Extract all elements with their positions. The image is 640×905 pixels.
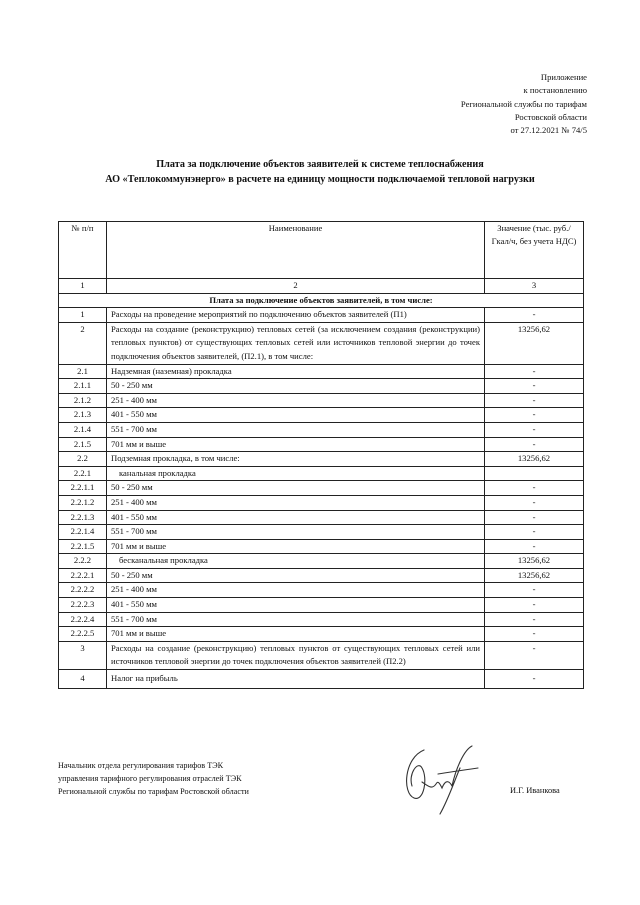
signature-image — [394, 738, 489, 818]
col-number: 3 — [485, 279, 584, 294]
row-number: 2.1 — [59, 364, 107, 379]
title-line-1: Плата за подключение объектов заявителей к системе теплоснабжения — [156, 159, 484, 170]
row-name: 401 - 550 мм — [107, 510, 485, 525]
row-name: 701 мм и выше — [107, 539, 485, 554]
table-row — [59, 510, 584, 525]
row-value: - — [485, 525, 584, 540]
table-row — [59, 554, 584, 569]
row-value: 13256,62 — [485, 452, 584, 467]
row-number: 2.2.1 — [59, 466, 107, 481]
row-value: - — [485, 627, 584, 642]
row-value: - — [485, 510, 584, 525]
row-name: бесканальная прокладка — [107, 554, 485, 569]
row-name: 401 - 550 мм — [107, 598, 485, 613]
section-title: Плата за подключение объектов заявителей, в том числе: — [59, 293, 584, 308]
row-name: Расходы на проведение мероприятий по подключению объектов заявителей (П1) — [107, 308, 485, 323]
header-num: № п/п — [59, 222, 107, 279]
row-number: 2.1.2 — [59, 393, 107, 408]
row-name: 401 - 550 мм — [107, 408, 485, 423]
row-value: - — [485, 583, 584, 598]
row-number: 2.2.2 — [59, 554, 107, 569]
row-number: 2.2.2.2 — [59, 583, 107, 598]
position-line: Региональной службы по тарифам Ростовской области — [58, 786, 249, 796]
row-number: 2.1.1 — [59, 379, 107, 394]
appendix-line: Региональной службы по тарифам — [460, 98, 587, 109]
row-name: Расходы на создание (реконструкцию) тепловых сетей (за исключением создания (реконструкции) тепловых пунктов) от существующих тепловых сетей или источников тепловой энергии до точек подключения объектов заявителей, (П2.1), в том числе: — [107, 322, 485, 364]
row-value: - — [485, 437, 584, 452]
col-number: 1 — [59, 279, 107, 294]
row-number: 2.2.1.5 — [59, 539, 107, 554]
row-number: 2.1.4 — [59, 422, 107, 437]
table-row — [59, 379, 584, 394]
row-number: 2.1.5 — [59, 437, 107, 452]
row-name: Расходы на создание (реконструкцию) тепловых пунктов от существующих тепловых сетей или источников тепловой энергии до точек подключения объектов заявителей (П2.2) — [107, 641, 485, 669]
table-row — [59, 670, 584, 689]
row-number: 3 — [59, 641, 107, 669]
row-number: 2.2.1.3 — [59, 510, 107, 525]
row-name: 251 - 400 мм — [107, 393, 485, 408]
row-number: 2.2.2.1 — [59, 568, 107, 583]
table-row — [59, 583, 584, 598]
tariff-table — [58, 221, 584, 689]
row-number: 2.2.2.5 — [59, 627, 107, 642]
position-line: управления тарифного регулирования отраслей ТЭК — [58, 773, 242, 783]
row-value: 13256,62 — [485, 568, 584, 583]
row-value: - — [485, 539, 584, 554]
column-numbers-row — [59, 279, 584, 294]
row-value: - — [485, 612, 584, 627]
table-row — [59, 308, 584, 323]
row-name: 50 - 250 мм — [107, 379, 485, 394]
row-name: 251 - 400 мм — [107, 583, 485, 598]
appendix-block — [461, 71, 587, 137]
table-row — [59, 525, 584, 540]
row-value: - — [485, 393, 584, 408]
row-number: 2.2.1.1 — [59, 481, 107, 496]
appendix-line: от 27.12.2021 № 74/5 — [510, 125, 587, 136]
table-row — [59, 422, 584, 437]
row-name: Надземная (наземная) прокладка — [107, 364, 485, 379]
table-row — [59, 627, 584, 642]
signatory-name: И.Г. Иванкова — [510, 786, 560, 795]
section-row — [59, 293, 584, 308]
table-row — [59, 481, 584, 496]
row-value: - — [485, 308, 584, 323]
row-number: 2.2.2.4 — [59, 612, 107, 627]
row-value: - — [485, 422, 584, 437]
row-name: канальная прокладка — [107, 466, 485, 481]
table-row — [59, 495, 584, 510]
table-row — [59, 322, 584, 364]
header-name: Наименование — [107, 222, 485, 279]
row-name: 251 - 400 мм — [107, 495, 485, 510]
row-value: - — [485, 598, 584, 613]
row-number: 2.2.2.3 — [59, 598, 107, 613]
row-value: - — [485, 481, 584, 496]
row-name: 50 - 250 мм — [107, 568, 485, 583]
row-name: 551 - 700 мм — [107, 525, 485, 540]
table-row — [59, 408, 584, 423]
row-value: - — [485, 408, 584, 423]
row-number: 2.2.1.2 — [59, 495, 107, 510]
table-row — [59, 452, 584, 467]
row-value: 13256,62 — [485, 322, 584, 364]
row-number: 4 — [59, 670, 107, 689]
row-number: 2.2 — [59, 452, 107, 467]
row-name: 50 - 250 мм — [107, 481, 485, 496]
row-value: - — [485, 364, 584, 379]
row-number: 2 — [59, 322, 107, 364]
row-number: 2.1.3 — [59, 408, 107, 423]
appendix-line: Приложение — [540, 72, 587, 82]
table-row — [59, 568, 584, 583]
row-value: - — [485, 495, 584, 510]
header-row — [59, 222, 584, 279]
row-number: 1 — [59, 308, 107, 323]
title-line-2: АО «Теплокоммунэнерго» в расчете на единицу мощности подключаемой тепловой нагрузки — [105, 174, 535, 185]
table-row — [59, 437, 584, 452]
row-value — [485, 466, 584, 481]
row-name: Подземная прокладка, в том числе: — [107, 452, 485, 467]
row-value: 13256,62 — [485, 554, 584, 569]
row-value: - — [485, 670, 584, 689]
row-number: 2.2.1.4 — [59, 525, 107, 540]
row-name: Налог на прибыль — [107, 670, 485, 689]
table-row — [59, 641, 584, 669]
row-name: 551 - 700 мм — [107, 612, 485, 627]
document-title — [40, 157, 600, 187]
position-line: Начальник отдела регулирования тарифов ТЭК — [58, 761, 224, 770]
row-value: - — [485, 379, 584, 394]
table-row — [59, 598, 584, 613]
appendix-line: Ростовской области — [514, 111, 587, 122]
table-row — [59, 466, 584, 481]
row-name: 551 - 700 мм — [107, 422, 485, 437]
table-row — [59, 364, 584, 379]
row-value: - — [485, 641, 584, 669]
appendix-line: к постановлению — [523, 85, 587, 96]
table-row — [59, 393, 584, 408]
col-number: 2 — [107, 279, 485, 294]
table-row — [59, 612, 584, 627]
row-name: 701 мм и выше — [107, 627, 485, 642]
signatory-position — [58, 760, 249, 798]
table-row — [59, 539, 584, 554]
row-name: 701 мм и выше — [107, 437, 485, 452]
header-value: Значение (тыс. руб./Гкал/ч, без учета НДС) — [485, 222, 584, 279]
